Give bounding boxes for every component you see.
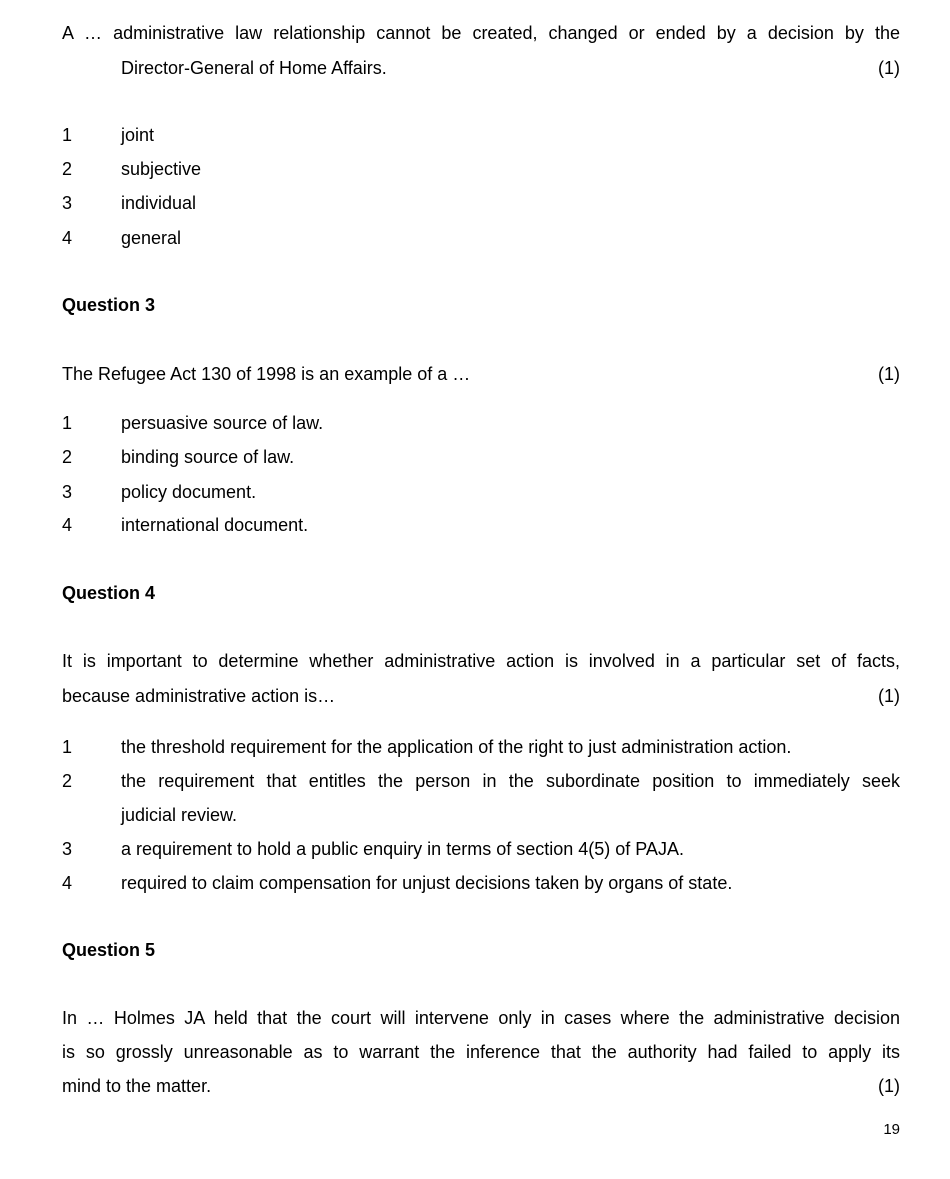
q5-stem-line2: is so grossly unreasonable as to warrant the inference that the authority had failed to apply its <box>62 1042 900 1062</box>
q4-heading: Question 4 <box>62 583 156 603</box>
q4-stem-line1: It is important to determine whether administrative action is involved in a particular set of facts, <box>62 651 900 671</box>
q3-option-3-number: 3 <box>62 482 73 502</box>
q2-stem-line2: Director-General of Home Affairs. <box>121 58 387 78</box>
q4-option-3-text: a requirement to hold a public enquiry in terms of section 4(5) of PAJA. <box>121 839 684 859</box>
q3-stem: The Refugee Act 130 of 1998 is an example of a … <box>62 364 471 384</box>
q2-option-2-number: 2 <box>62 159 73 179</box>
q2-option-4-text: general <box>121 228 182 248</box>
q4-option-2-text-line2: judicial review. <box>121 805 238 825</box>
q3-option-2-number: 2 <box>62 447 73 467</box>
q5-heading: Question 5 <box>62 940 156 960</box>
q3-heading: Question 3 <box>62 295 156 315</box>
q3-option-4-number: 4 <box>62 515 73 535</box>
q5-stem-line3: mind to the matter. <box>62 1076 212 1096</box>
q4-stem-line2: because administrative action is… <box>62 686 336 706</box>
q4-option-2-text-line1: the requirement that entitles the person in the subordinate position to immediately seek <box>121 771 900 791</box>
q2-mark: (1) <box>878 58 900 78</box>
q3-option-1-number: 1 <box>62 413 73 433</box>
q3-option-3-text: policy document. <box>121 482 257 502</box>
q4-option-1-number: 1 <box>62 737 73 757</box>
q4-mark: (1) <box>878 686 900 706</box>
q2-option-3-text: individual <box>121 193 197 213</box>
q5-mark: (1) <box>878 1076 900 1096</box>
q3-option-4-text: international document. <box>121 515 309 535</box>
q4-option-4-number: 4 <box>62 873 73 893</box>
q2-option-2-text: subjective <box>121 159 202 179</box>
q3-mark: (1) <box>878 364 900 384</box>
q4-option-2-number: 2 <box>62 771 73 791</box>
q2-option-1-text: joint <box>121 125 155 145</box>
q4-option-3-number: 3 <box>62 839 73 859</box>
q4-option-1-text: the threshold requirement for the application of the right to just administration action. <box>121 737 792 757</box>
q2-option-3-number: 3 <box>62 193 73 213</box>
q3-option-2-text: binding source of law. <box>121 447 295 467</box>
q3-option-1-text: persuasive source of law. <box>121 413 324 433</box>
q2-option-4-number: 4 <box>62 228 73 248</box>
q2-option-1-number: 1 <box>62 125 73 145</box>
q5-stem-line1: In … Holmes JA held that the court will intervene only in cases where the administrative decision <box>62 1008 900 1028</box>
page-number: 19 <box>883 1121 900 1138</box>
q2-stem-line1: A … administrative law relationship cannot be created, changed or ended by a decision by the <box>62 23 900 43</box>
q4-option-4-text: required to claim compensation for unjust decisions taken by organs of state. <box>121 873 733 893</box>
